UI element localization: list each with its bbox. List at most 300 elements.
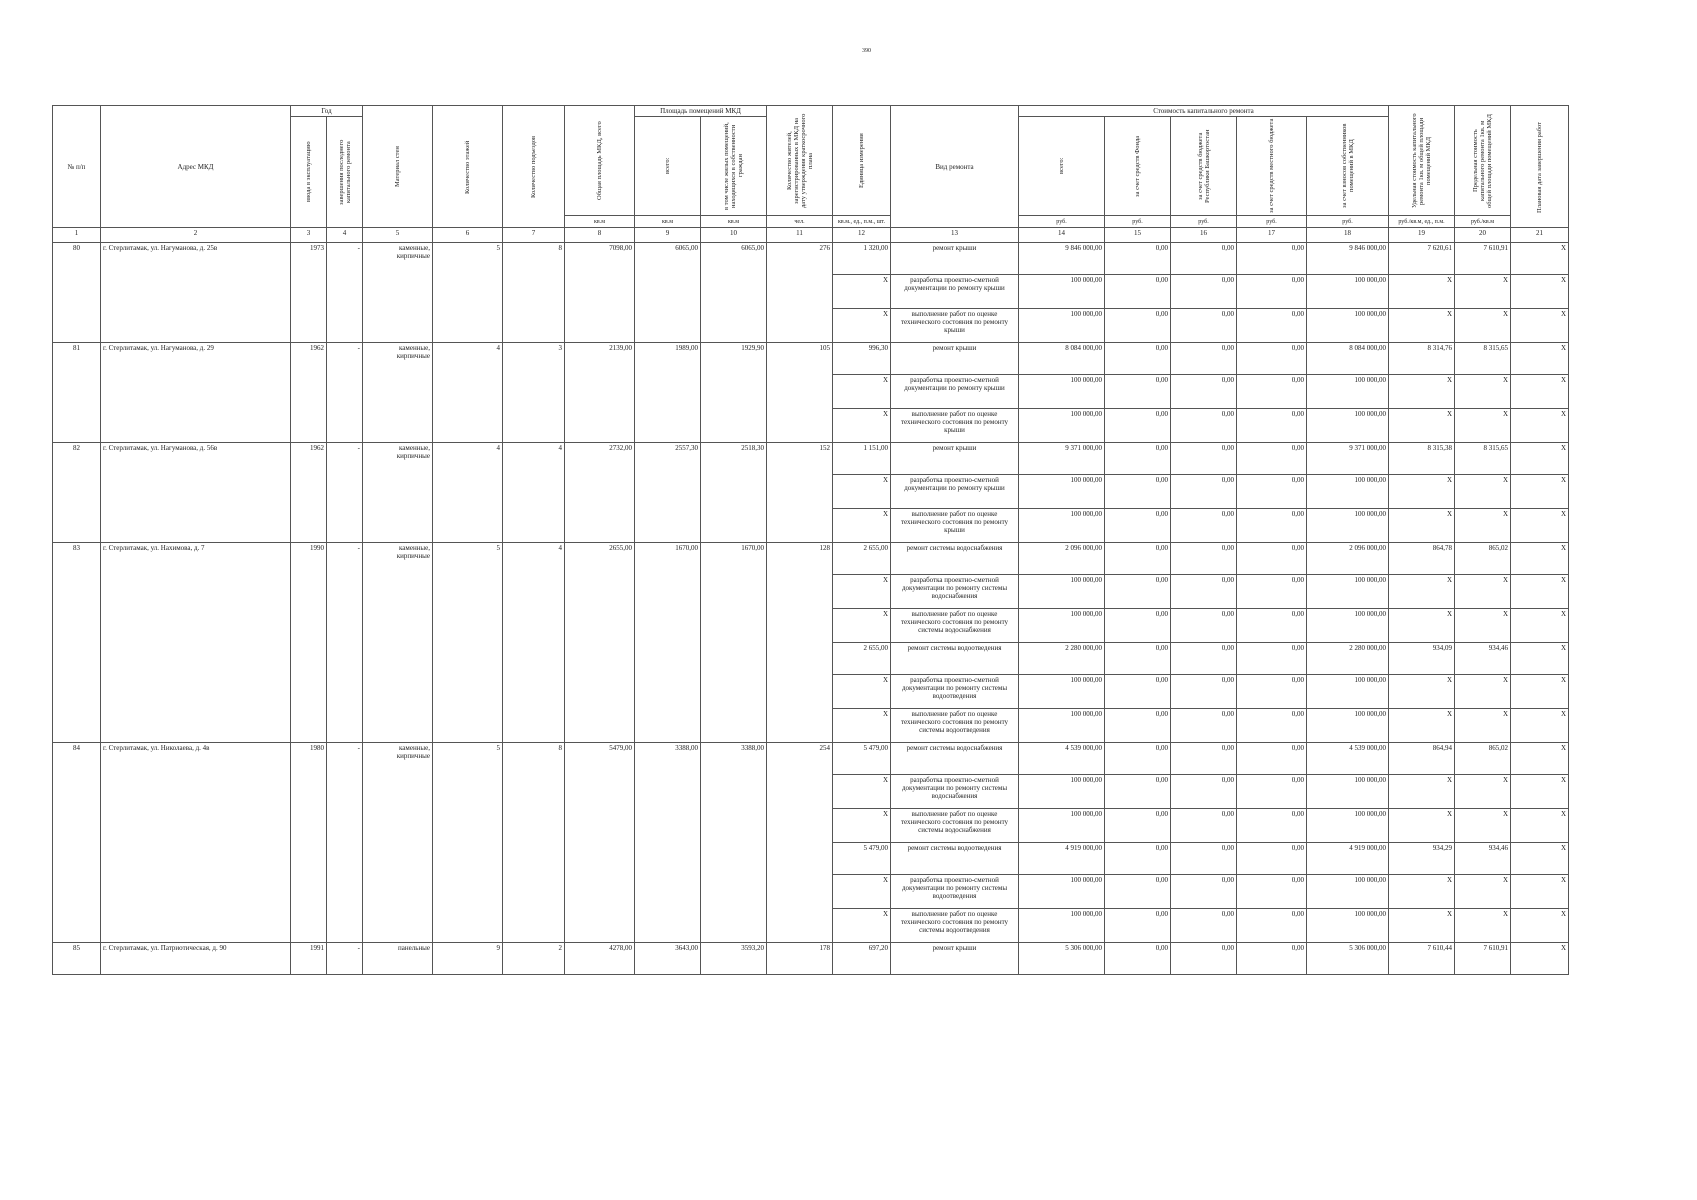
table-header (53, 106, 1569, 243)
cost-owners: 8 084 000,00 (1307, 343, 1389, 375)
entrances: 8 (503, 743, 565, 943)
col-index: 12 (833, 228, 891, 243)
specific-cost: 7 610,44 (1389, 943, 1455, 975)
area-residential: 1670,00 (701, 543, 767, 743)
cost-local: 0,00 (1237, 509, 1307, 543)
total-area: 7098,00 (565, 243, 635, 343)
table-row (53, 543, 1569, 575)
unit-value: X (833, 475, 891, 509)
col-index: 19 (1389, 228, 1455, 243)
cost-local: 0,00 (1237, 375, 1307, 409)
cost-total: 9 846 000,00 (1019, 243, 1105, 275)
repair-type: разработка проектно-сметной документации по ремонту системы водоснабжения (891, 775, 1019, 809)
limit-cost: X (1455, 675, 1511, 709)
deadline: X (1511, 843, 1569, 875)
residents: 105 (767, 343, 833, 443)
cost-fund: 0,00 (1105, 543, 1171, 575)
table-row (53, 943, 1569, 975)
header-total-area: Общая площадь МКД, всего (565, 106, 635, 216)
cost-local: 0,00 (1237, 843, 1307, 875)
cost-total: 5 306 000,00 (1019, 943, 1105, 975)
cost-fund: 0,00 (1105, 643, 1171, 675)
table-body (53, 243, 1569, 975)
unit-total: руб. (1019, 216, 1105, 228)
unit-value: 2 655,00 (833, 643, 891, 675)
repair-type: разработка проектно-сметной документации по ремонту крыши (891, 275, 1019, 309)
header-local: за счет средств местного бюджета (1237, 117, 1307, 216)
house-address: г. Стерлитамак, ул. Патриотическая, д. 90 (101, 943, 291, 975)
header-year-last-repair: завершения последнего капитального ремонта (327, 117, 363, 228)
cost-total: 100 000,00 (1019, 309, 1105, 343)
area-residential: 3388,00 (701, 743, 767, 943)
cost-owners: 4 539 000,00 (1307, 743, 1389, 775)
cost-local: 0,00 (1237, 609, 1307, 643)
limit-cost: X (1455, 609, 1511, 643)
cost-owners: 100 000,00 (1307, 709, 1389, 743)
cost-rb: 0,00 (1171, 309, 1237, 343)
cost-total: 100 000,00 (1019, 275, 1105, 309)
specific-cost: X (1389, 909, 1455, 943)
unit-value: X (833, 309, 891, 343)
header-floors: Количество этажей (433, 106, 503, 228)
header-year-commission: ввода в эксплуатацию (291, 117, 327, 228)
cost-rb: 0,00 (1171, 675, 1237, 709)
repair-type: выполнение работ по оценке технического состояния по ремонту системы водоснабжения (891, 609, 1019, 643)
year-commission: 1973 (291, 243, 327, 343)
repair-type: разработка проектно-сметной документации по ремонту системы водоотведения (891, 875, 1019, 909)
repair-type: ремонт крыши (891, 443, 1019, 475)
total-area: 5479,00 (565, 743, 635, 943)
deadline: X (1511, 375, 1569, 409)
cost-fund: 0,00 (1105, 675, 1171, 709)
cost-owners: 4 919 000,00 (1307, 843, 1389, 875)
table-row (53, 343, 1569, 375)
limit-cost: X (1455, 375, 1511, 409)
wall-material: каменные, кирпичные (363, 743, 433, 943)
house-address: г. Стерлитамак, ул. Нагуманова, д. 29 (101, 343, 291, 443)
unit-owners: руб. (1307, 216, 1389, 228)
specific-cost: X (1389, 509, 1455, 543)
limit-cost: X (1455, 875, 1511, 909)
year-commission: 1991 (291, 943, 327, 975)
header-entrances: Количество подъездов (503, 106, 565, 228)
cost-local: 0,00 (1237, 575, 1307, 609)
specific-cost: X (1389, 309, 1455, 343)
repair-type: ремонт системы водоснабжения (891, 543, 1019, 575)
year-last-repair: - (327, 743, 363, 943)
cost-fund: 0,00 (1105, 243, 1171, 275)
cost-total: 8 084 000,00 (1019, 343, 1105, 375)
cost-owners: 100 000,00 (1307, 375, 1389, 409)
year-commission: 1990 (291, 543, 327, 743)
total-area: 2139,00 (565, 343, 635, 443)
year-commission: 1962 (291, 443, 327, 543)
specific-cost: X (1389, 809, 1455, 843)
deadline: X (1511, 543, 1569, 575)
entrances: 3 (503, 343, 565, 443)
unit-value: X (833, 509, 891, 543)
limit-cost: X (1455, 709, 1511, 743)
specific-cost: 7 620,61 (1389, 243, 1455, 275)
unit-value: X (833, 775, 891, 809)
header-area-group: Площадь помещений МКД (635, 106, 767, 117)
deadline: X (1511, 243, 1569, 275)
limit-cost: 8 315,65 (1455, 343, 1511, 375)
limit-cost: 865,02 (1455, 543, 1511, 575)
cost-total: 2 280 000,00 (1019, 643, 1105, 675)
row-number: 82 (53, 443, 101, 543)
year-commission: 1962 (291, 343, 327, 443)
deadline: X (1511, 509, 1569, 543)
cost-total: 100 000,00 (1019, 909, 1105, 943)
cost-fund: 0,00 (1105, 843, 1171, 875)
limit-cost: X (1455, 509, 1511, 543)
cost-fund: 0,00 (1105, 309, 1171, 343)
limit-cost: X (1455, 809, 1511, 843)
cost-total: 100 000,00 (1019, 575, 1105, 609)
cost-rb: 0,00 (1171, 575, 1237, 609)
header-specific-cost: Удельная стоимость капитального ремонта 1кв. м общей площади помещений МКД (1389, 106, 1455, 216)
header-material: Материал стен (363, 106, 433, 228)
cost-rb: 0,00 (1171, 475, 1237, 509)
repair-type: ремонт крыши (891, 343, 1019, 375)
year-last-repair: - (327, 243, 363, 343)
header-repair-type: Вид ремонта (891, 106, 1019, 228)
header-no: № п/п (53, 106, 101, 228)
year-commission: 1980 (291, 743, 327, 943)
cost-rb: 0,00 (1171, 643, 1237, 675)
cost-fund: 0,00 (1105, 809, 1171, 843)
deadline: X (1511, 309, 1569, 343)
deadline: X (1511, 775, 1569, 809)
cost-local: 0,00 (1237, 475, 1307, 509)
repair-type: выполнение работ по оценке технического состояния по ремонту системы водоотведения (891, 909, 1019, 943)
cost-fund: 0,00 (1105, 875, 1171, 909)
repair-type: разработка проектно-сметной документации по ремонту крыши (891, 375, 1019, 409)
cost-fund: 0,00 (1105, 943, 1171, 975)
cost-local: 0,00 (1237, 775, 1307, 809)
cost-fund: 0,00 (1105, 509, 1171, 543)
cost-local: 0,00 (1237, 675, 1307, 709)
house-address: г. Стерлитамак, ул. Николаева, д. 4в (101, 743, 291, 943)
entrances: 4 (503, 543, 565, 743)
unit-residents: чел. (767, 216, 833, 228)
repair-type: выполнение работ по оценке технического состояния по ремонту крыши (891, 409, 1019, 443)
deadline: X (1511, 443, 1569, 475)
row-number: 84 (53, 743, 101, 943)
unit-value: X (833, 575, 891, 609)
specific-cost: X (1389, 609, 1455, 643)
repair-type: ремонт системы водоотведения (891, 843, 1019, 875)
unit-fund: руб. (1105, 216, 1171, 228)
entrances: 8 (503, 243, 565, 343)
cost-owners: 2 096 000,00 (1307, 543, 1389, 575)
deadline: X (1511, 943, 1569, 975)
cost-fund: 0,00 (1105, 275, 1171, 309)
residents: 128 (767, 543, 833, 743)
cost-owners: 9 846 000,00 (1307, 243, 1389, 275)
unit-value: X (833, 275, 891, 309)
header-fund: за счет средств Фонда (1105, 117, 1171, 216)
cost-owners: 100 000,00 (1307, 775, 1389, 809)
row-number: 83 (53, 543, 101, 743)
cost-owners: 100 000,00 (1307, 875, 1389, 909)
wall-material: каменные, кирпичные (363, 443, 433, 543)
row-number: 85 (53, 943, 101, 975)
row-number: 80 (53, 243, 101, 343)
deadline: X (1511, 675, 1569, 709)
repair-type: разработка проектно-сметной документации по ремонту системы водоснабжения (891, 575, 1019, 609)
col-index: 15 (1105, 228, 1171, 243)
deadline: X (1511, 575, 1569, 609)
area-all: 3643,00 (635, 943, 701, 975)
residents: 152 (767, 443, 833, 543)
limit-cost: 934,46 (1455, 843, 1511, 875)
year-last-repair: - (327, 943, 363, 975)
cost-owners: 5 306 000,00 (1307, 943, 1389, 975)
repair-type: ремонт крыши (891, 243, 1019, 275)
cost-rb: 0,00 (1171, 443, 1237, 475)
unit-value: 697,20 (833, 943, 891, 975)
col-index: 21 (1511, 228, 1569, 243)
year-last-repair: - (327, 543, 363, 743)
specific-cost: 934,09 (1389, 643, 1455, 675)
area-residential: 3593,20 (701, 943, 767, 975)
cost-local: 0,00 (1237, 543, 1307, 575)
unit-value: 1 320,00 (833, 243, 891, 275)
unit-local: руб. (1237, 216, 1307, 228)
col-index: 2 (101, 228, 291, 243)
col-index: 4 (327, 228, 363, 243)
cost-rb: 0,00 (1171, 243, 1237, 275)
cost-fund: 0,00 (1105, 475, 1171, 509)
floors: 5 (433, 243, 503, 343)
cost-local: 0,00 (1237, 909, 1307, 943)
cost-owners: 100 000,00 (1307, 909, 1389, 943)
cost-rb: 0,00 (1171, 509, 1237, 543)
area-residential: 2518,30 (701, 443, 767, 543)
cost-total: 100 000,00 (1019, 809, 1105, 843)
specific-cost: X (1389, 409, 1455, 443)
limit-cost: X (1455, 309, 1511, 343)
cost-rb: 0,00 (1171, 409, 1237, 443)
header-address: Адрес МКД (101, 106, 291, 228)
cost-local: 0,00 (1237, 875, 1307, 909)
cost-local: 0,00 (1237, 643, 1307, 675)
area-all: 2557,30 (635, 443, 701, 543)
unit-value: 2 655,00 (833, 543, 891, 575)
limit-cost: X (1455, 409, 1511, 443)
col-index: 3 (291, 228, 327, 243)
col-index: 16 (1171, 228, 1237, 243)
specific-cost: 864,78 (1389, 543, 1455, 575)
deadline: X (1511, 743, 1569, 775)
limit-cost: 7 610,91 (1455, 243, 1511, 275)
repair-type: выполнение работ по оценке технического состояния по ремонту системы водоснабжения (891, 809, 1019, 843)
cost-local: 0,00 (1237, 809, 1307, 843)
limit-cost: X (1455, 909, 1511, 943)
year-last-repair: - (327, 343, 363, 443)
cost-owners: 9 371 000,00 (1307, 443, 1389, 475)
entrances: 4 (503, 443, 565, 543)
header-owners: за счет взносов собственников помещений в МКД (1307, 117, 1389, 216)
area-residential: 1929,90 (701, 343, 767, 443)
col-index: 10 (701, 228, 767, 243)
unit-area-res: кв.м (701, 216, 767, 228)
unit-value: X (833, 709, 891, 743)
header-limit-cost: Предельная стоимость капитального ремонта 1кв. м общей площади помещений МКД (1455, 106, 1511, 216)
cost-total: 100 000,00 (1019, 409, 1105, 443)
cost-rb: 0,00 (1171, 875, 1237, 909)
residents: 178 (767, 943, 833, 975)
cost-owners: 100 000,00 (1307, 475, 1389, 509)
cost-fund: 0,00 (1105, 709, 1171, 743)
area-residential: 6065,00 (701, 243, 767, 343)
repair-type: выполнение работ по оценке технического состояния по ремонту крыши (891, 509, 1019, 543)
unit-value: 996,30 (833, 343, 891, 375)
repair-type: ремонт системы водоснабжения (891, 743, 1019, 775)
limit-cost: 7 610,91 (1455, 943, 1511, 975)
deadline: X (1511, 609, 1569, 643)
cost-total: 100 000,00 (1019, 675, 1105, 709)
col-index: 13 (891, 228, 1019, 243)
unit-value: X (833, 409, 891, 443)
deadline: X (1511, 475, 1569, 509)
deadline: X (1511, 809, 1569, 843)
unit-value: X (833, 375, 891, 409)
specific-cost: X (1389, 709, 1455, 743)
table-row (53, 443, 1569, 475)
cost-rb: 0,00 (1171, 943, 1237, 975)
limit-cost: X (1455, 475, 1511, 509)
deadline: X (1511, 275, 1569, 309)
col-index: 8 (565, 228, 635, 243)
deadline: X (1511, 875, 1569, 909)
limit-cost: X (1455, 575, 1511, 609)
repair-type: разработка проектно-сметной документации по ремонту системы водоотведения (891, 675, 1019, 709)
unit-value: 1 151,00 (833, 443, 891, 475)
cost-rb: 0,00 (1171, 775, 1237, 809)
area-all: 1670,00 (635, 543, 701, 743)
repair-type: разработка проектно-сметной документации по ремонту крыши (891, 475, 1019, 509)
header-cost-group: Стоимость капитального ремонта (1019, 106, 1389, 117)
unit-total-area: кв.м (565, 216, 635, 228)
cost-owners: 100 000,00 (1307, 575, 1389, 609)
cost-rb: 0,00 (1171, 275, 1237, 309)
unit-value: 5 479,00 (833, 743, 891, 775)
header-residents: Количество жителей, зарегистрированных в МКД на дату утверждения краткосрочного плана (767, 106, 833, 216)
cost-fund: 0,00 (1105, 375, 1171, 409)
total-area: 2655,00 (565, 543, 635, 743)
deadline: X (1511, 909, 1569, 943)
entrances: 2 (503, 943, 565, 975)
wall-material: каменные, кирпичные (363, 543, 433, 743)
col-index: 7 (503, 228, 565, 243)
cost-local: 0,00 (1237, 309, 1307, 343)
deadline: X (1511, 343, 1569, 375)
cost-local: 0,00 (1237, 343, 1307, 375)
cost-total: 100 000,00 (1019, 709, 1105, 743)
cost-local: 0,00 (1237, 709, 1307, 743)
cost-total: 9 371 000,00 (1019, 443, 1105, 475)
unit-specific: руб./кв.м, ед., п.м. (1389, 216, 1455, 228)
limit-cost: 8 315,65 (1455, 443, 1511, 475)
limit-cost: 934,46 (1455, 643, 1511, 675)
specific-cost: 864,94 (1389, 743, 1455, 775)
cost-total: 4 539 000,00 (1019, 743, 1105, 775)
house-address: г. Стерлитамак, ул. Нахимова, д. 7 (101, 543, 291, 743)
specific-cost: 8 314,76 (1389, 343, 1455, 375)
row-number: 81 (53, 343, 101, 443)
cost-fund: 0,00 (1105, 743, 1171, 775)
unit-value: X (833, 909, 891, 943)
floors: 5 (433, 543, 503, 743)
header-deadline: Плановая дата завершения работ (1511, 106, 1569, 228)
floors: 9 (433, 943, 503, 975)
specific-cost: X (1389, 675, 1455, 709)
unit-area-all: кв.м (635, 216, 701, 228)
limit-cost: X (1455, 275, 1511, 309)
col-index: 11 (767, 228, 833, 243)
area-all: 3388,00 (635, 743, 701, 943)
specific-cost: X (1389, 475, 1455, 509)
cost-total: 100 000,00 (1019, 609, 1105, 643)
col-index: 9 (635, 228, 701, 243)
cost-rb: 0,00 (1171, 809, 1237, 843)
limit-cost: 865,02 (1455, 743, 1511, 775)
deadline: X (1511, 643, 1569, 675)
residents: 254 (767, 743, 833, 943)
cost-rb: 0,00 (1171, 343, 1237, 375)
unit-value: X (833, 609, 891, 643)
cost-local: 0,00 (1237, 243, 1307, 275)
deadline: X (1511, 709, 1569, 743)
area-all: 6065,00 (635, 243, 701, 343)
cost-owners: 100 000,00 (1307, 809, 1389, 843)
repair-type: ремонт системы водоотведения (891, 643, 1019, 675)
col-index: 17 (1237, 228, 1307, 243)
deadline: X (1511, 409, 1569, 443)
cost-rb: 0,00 (1171, 609, 1237, 643)
col-index: 20 (1455, 228, 1511, 243)
cost-fund: 0,00 (1105, 409, 1171, 443)
cost-total: 4 919 000,00 (1019, 843, 1105, 875)
cost-owners: 2 280 000,00 (1307, 643, 1389, 675)
table-row (53, 243, 1569, 275)
wall-material: каменные, кирпичные (363, 243, 433, 343)
unit-rb: руб. (1171, 216, 1237, 228)
cost-local: 0,00 (1237, 275, 1307, 309)
header-unit: Единица измерения (833, 106, 891, 216)
col-index: 5 (363, 228, 433, 243)
house-address: г. Стерлитамак, ул. Нагуманова, д. 56в (101, 443, 291, 543)
cost-fund: 0,00 (1105, 575, 1171, 609)
unit-value: 5 479,00 (833, 843, 891, 875)
cost-rb: 0,00 (1171, 843, 1237, 875)
cost-local: 0,00 (1237, 943, 1307, 975)
table-row (53, 743, 1569, 775)
cost-owners: 100 000,00 (1307, 509, 1389, 543)
cost-fund: 0,00 (1105, 909, 1171, 943)
area-all: 1989,00 (635, 343, 701, 443)
specific-cost: X (1389, 575, 1455, 609)
specific-cost: X (1389, 375, 1455, 409)
cost-total: 100 000,00 (1019, 775, 1105, 809)
specific-cost: X (1389, 775, 1455, 809)
cost-owners: 100 000,00 (1307, 309, 1389, 343)
unit-value: X (833, 809, 891, 843)
cost-owners: 100 000,00 (1307, 675, 1389, 709)
